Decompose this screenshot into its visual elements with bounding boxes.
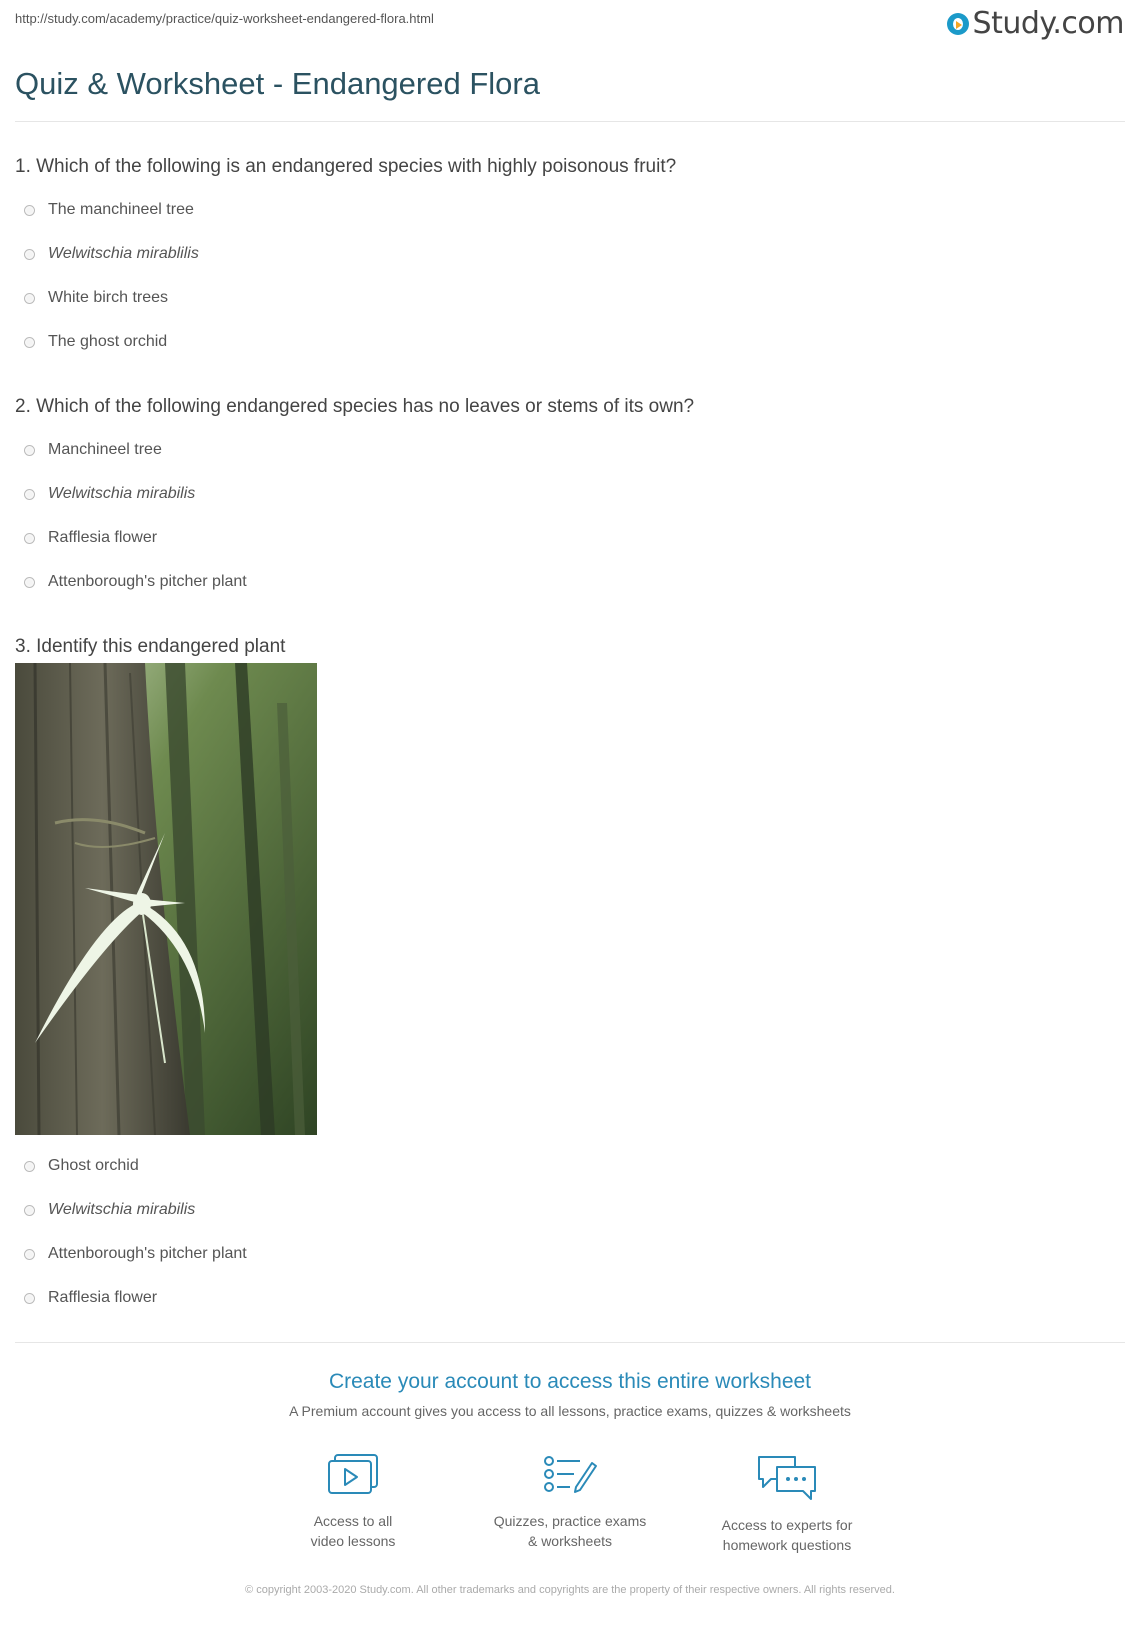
question-2-option-1[interactable]: [24, 441, 162, 459]
question-2-option-2[interactable]: [24, 485, 195, 503]
create-account-link[interactable]: Create your account to access this entire worksheet: [328, 1370, 812, 1393]
option-label: Attenborough's pitcher plant: [48, 1245, 247, 1262]
video-lessons-icon: [327, 1453, 379, 1497]
question-2-text: 2. Which of the following endangered species has no leaves or stems of its own?: [15, 396, 695, 417]
cta-divider: [15, 1342, 1125, 1343]
feature-label: Quizzes, practice exams & worksheets: [493, 1513, 647, 1549]
radio-button[interactable]: [24, 205, 35, 216]
feature-label: Access to all video lessons: [310, 1513, 396, 1549]
cta-subtitle: A Premium account gives you access to all lessons, practice exams, quizzes & worksheets: [289, 1403, 851, 1419]
radio-button[interactable]: [24, 489, 35, 500]
radio-button[interactable]: [24, 533, 35, 544]
option-label: Manchineel tree: [48, 441, 162, 458]
option-label: Attenborough's pitcher plant: [48, 573, 247, 590]
option-label: The ghost orchid: [48, 333, 168, 350]
feature-label: Access to experts for homework questions: [721, 1517, 853, 1553]
page-url: http://study.com/academy/practice/quiz-worksheet-endangered-flora.html: [15, 11, 434, 26]
question-1-option-4[interactable]: [24, 333, 167, 351]
study-logo-icon: [947, 13, 969, 35]
question-1-option-3[interactable]: [24, 289, 168, 307]
quiz-checklist-icon: [542, 1453, 598, 1497]
title-divider: [15, 121, 1125, 122]
question-2-option-3[interactable]: [24, 529, 157, 547]
study-logo-text: Study.com: [972, 6, 1124, 41]
chat-bubbles-icon: [755, 1453, 819, 1501]
question-3-option-4[interactable]: [24, 1289, 157, 1307]
option-label: White birch trees: [48, 289, 169, 306]
feature-video-lessons: [243, 1453, 463, 1551]
question-1-text: 1. Which of the following is an endangered species with highly poisonous fruit?: [15, 156, 677, 177]
option-label: Welwitschia mirablilis: [48, 245, 199, 262]
copyright-footer: © copyright 2003-2020 Study.com. All other trademarks and copyrights are the property of their respective owners. All rights reserved.: [245, 1584, 895, 1596]
page-title: Quiz & Worksheet - Endangered Flora: [15, 66, 540, 101]
question-3-option-1[interactable]: [24, 1157, 139, 1175]
option-label: Ghost orchid: [48, 1157, 139, 1174]
radio-button[interactable]: [24, 337, 35, 348]
question-3-option-2[interactable]: [24, 1201, 195, 1219]
question-3-text: 3. Identify this endangered plant: [15, 636, 286, 657]
study-logo[interactable]: [947, 6, 1124, 41]
option-label: Rafflesia flower: [48, 1289, 158, 1306]
radio-button[interactable]: [24, 1161, 35, 1172]
radio-button[interactable]: [24, 1293, 35, 1304]
option-label: Rafflesia flower: [48, 529, 158, 546]
radio-button[interactable]: [24, 249, 35, 260]
radio-button[interactable]: [24, 293, 35, 304]
question-1-option-1[interactable]: [24, 201, 194, 219]
question-1-option-2[interactable]: [24, 245, 199, 263]
question-2-option-4[interactable]: [24, 573, 247, 591]
radio-button[interactable]: [24, 1205, 35, 1216]
feature-quizzes: [460, 1453, 680, 1551]
question-3-option-3[interactable]: [24, 1245, 247, 1263]
radio-button[interactable]: [24, 1249, 35, 1260]
feature-experts: [677, 1453, 897, 1555]
radio-button[interactable]: [24, 445, 35, 456]
option-label: Welwitschia mirabilis: [48, 485, 196, 502]
radio-button[interactable]: [24, 577, 35, 588]
option-label: Welwitschia mirabilis: [48, 1201, 196, 1218]
option-label: The manchineel tree: [48, 201, 194, 218]
ghost-orchid-photo: [15, 663, 317, 1135]
